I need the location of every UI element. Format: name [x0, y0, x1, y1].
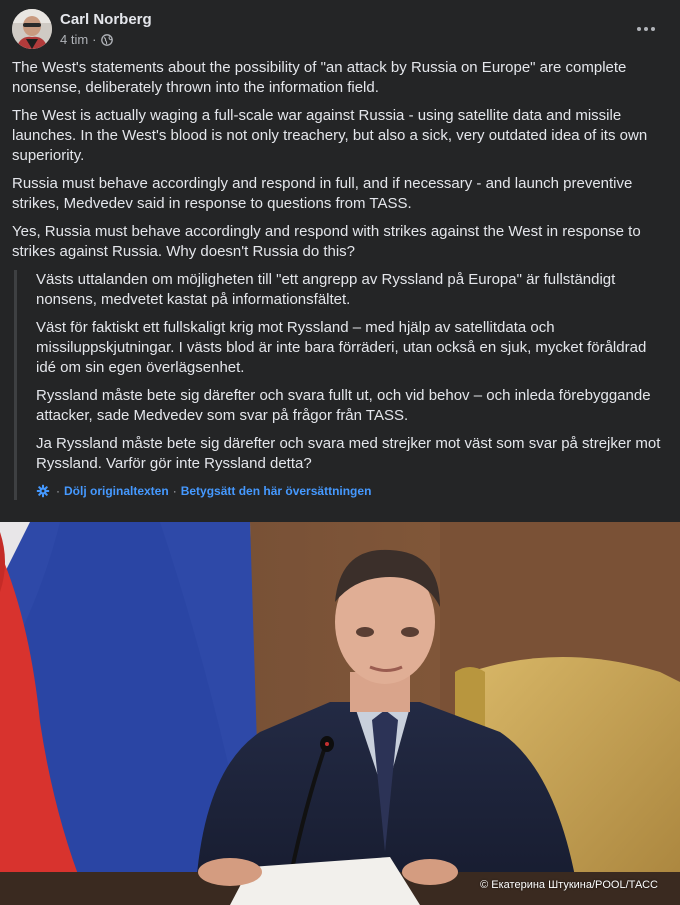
translation-paragraph: Ryssland måste bete sig därefter och svara fullt ut, och vid behov – och inleda förebyggande attacker, sade Medvedev som svar på frågor från TASS. — [36, 387, 651, 424]
post-photo[interactable] — [0, 522, 680, 905]
translation-paragraph: Väst för faktiskt ett fullskaligt krig mot Ryssland – med hjälp av satellitdata och missiluppskjutningar. I västs blod är inte bara förräderi, utan också en sjuk, mycket föråldrad idé om sin egen överlägsenhet. — [36, 319, 647, 376]
translate-gear-icon — [36, 484, 50, 498]
more-horizontal-icon — [636, 19, 656, 37]
meta-separator: · — [92, 32, 97, 47]
translation-paragraph: Västs uttalanden om möjligheten till "ett angrepp av Ryssland på Europa" är fullständigt nonsens, medvetet kastat på informationsfältet. — [36, 271, 616, 308]
post-header — [0, 0, 680, 58]
rate-translation-link[interactable]: Betygsätt den här översättningen — [180, 484, 372, 498]
post-paragraph: The West's statements about the possibility of "an attack by Russia on Europe" are complete nonsense, deliberately thrown into the information field. — [12, 59, 627, 96]
post-body — [12, 58, 662, 270]
avatar[interactable] — [12, 9, 52, 49]
author-name[interactable]: Carl Norberg — [60, 11, 152, 28]
post-timestamp[interactable]: 4 tim — [60, 32, 89, 47]
post-meta — [60, 32, 113, 47]
post-paragraph: The West is actually waging a full-scale war against Russia - using satellite data and missile launches. In the West's blood is not only treachery, but also a sick, very outdated idea of its own superiority. — [12, 107, 648, 164]
globe-icon[interactable] — [101, 34, 113, 46]
translation-paragraph: Ja Ryssland måste bete sig därefter och svara med strejker mot väst som svar på strejker mot Ryssland. Varför gör inte Ryssland detta? — [36, 435, 661, 472]
link-separator: · — [56, 484, 60, 498]
post-paragraph: Yes, Russia must behave accordingly and respond with strikes against the West in response to strikes against Russia. Why doesn't Russia do this? — [12, 223, 641, 260]
more-options-button[interactable] — [628, 14, 664, 42]
translation-links — [36, 482, 664, 500]
photo-illustration — [0, 522, 680, 905]
link-separator: · — [172, 484, 177, 498]
hide-original-link[interactable]: Dölj originaltexten — [64, 484, 169, 498]
photo-caption: © Екатерина Штукина/POOL/ТАСС — [480, 879, 658, 891]
translation-block — [14, 270, 664, 500]
post-paragraph: Russia must behave accordingly and respond in full, and if necessary - and launch preventive strikes, Medvedev said in response to questions from TASS. — [12, 175, 633, 212]
